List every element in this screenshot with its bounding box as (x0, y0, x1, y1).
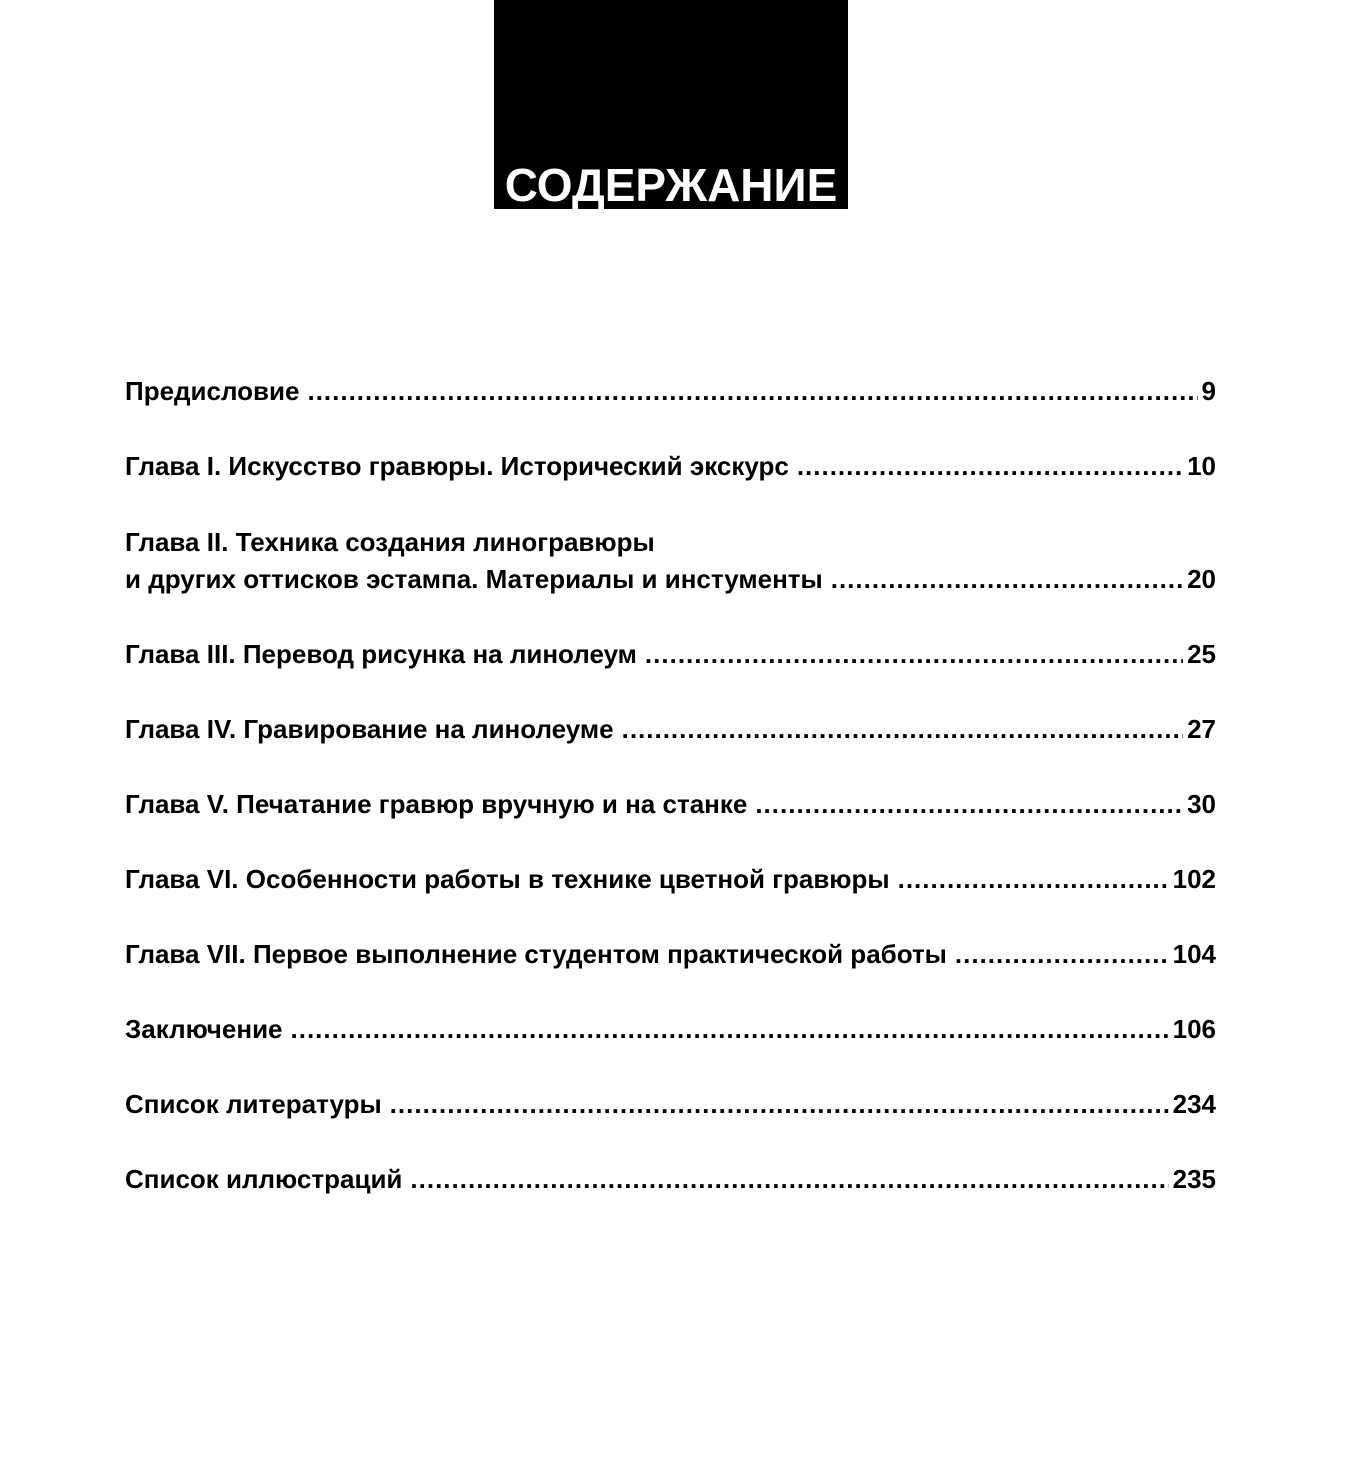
toc-entry-chapter-3[interactable] (125, 636, 1216, 673)
toc-entry-conclusion[interactable] (125, 1011, 1216, 1048)
toc-entry-title: Список литературы (125, 1089, 382, 1119)
toc-dot-leader (390, 1086, 1169, 1123)
toc-page-number: 30 (1187, 789, 1216, 819)
page-title: СОДЕРЖАНИЕ (504, 159, 838, 211)
toc-entry-title: Глава II. Техника создания линогравюры (125, 527, 655, 557)
toc-page-number: 102 (1172, 864, 1216, 894)
toc-entry-chapter-2[interactable] (125, 524, 1216, 598)
toc-entry-title: Глава I. Искусство гравюры. Исторический экскурс (125, 451, 789, 481)
toc-line (125, 1011, 1216, 1048)
toc-dot-leader (410, 1161, 1168, 1198)
toc-entry-title: Глава VI. Особенности работы в технике цветной гравюры (125, 864, 890, 894)
toc-entry-chapter-4[interactable] (125, 711, 1216, 748)
toc-page-number: 20 (1187, 564, 1216, 594)
toc-page-number: 10 (1187, 451, 1216, 481)
toc-entry-title: Список иллюстраций (125, 1164, 403, 1194)
toc-page-number: 235 (1172, 1164, 1216, 1194)
toc-entry-chapter-1[interactable] (125, 448, 1216, 485)
toc-entry-preface[interactable] (125, 373, 1216, 410)
toc-line (125, 786, 1216, 823)
toc-page-number: 104 (1172, 939, 1216, 969)
toc-dot-leader (955, 936, 1169, 973)
toc-entry-chapter-7[interactable] (125, 936, 1216, 973)
toc-dot-leader (622, 711, 1183, 748)
toc-entry-illustrations[interactable] (125, 1161, 1216, 1198)
title-block (494, 0, 848, 209)
toc-entry-title-continuation: и других оттисков эстампа. Материалы и инстументы (125, 564, 823, 594)
toc-line-continuation (125, 561, 1216, 598)
toc-entry-title: Предисловие (125, 376, 300, 406)
toc-page-number: 25 (1187, 639, 1216, 669)
toc-entry-title: Глава IV. Гравирование на линолеуме (125, 714, 614, 744)
toc-line (125, 636, 1216, 673)
toc-page-number: 106 (1172, 1014, 1216, 1044)
toc-line (125, 448, 1216, 485)
toc-page-number: 234 (1172, 1089, 1216, 1119)
toc-line (125, 1086, 1216, 1123)
toc-line-first (125, 524, 1216, 561)
toc-entry-title: Заключение (125, 1014, 283, 1044)
toc-dot-leader (307, 373, 1197, 410)
toc-line (125, 936, 1216, 973)
toc-line (125, 711, 1216, 748)
toc-dot-leader (645, 636, 1183, 673)
toc-page-number: 9 (1201, 376, 1216, 406)
toc-dot-leader (831, 561, 1183, 598)
toc-entry-title: Глава III. Перевод рисунка на линолеум (125, 639, 637, 669)
toc-dot-leader (898, 861, 1169, 898)
toc-dot-leader (755, 786, 1183, 823)
toc-dot-leader (797, 448, 1183, 485)
toc-entry-title: Глава V. Печатание гравюр вручную и на станке (125, 789, 748, 819)
toc-page-number: 27 (1187, 714, 1216, 744)
toc-entry-title: Глава VII. Первое выполнение студентом практической работы (125, 939, 947, 969)
toc-line (125, 373, 1216, 410)
toc-entry-chapter-6[interactable] (125, 861, 1216, 898)
toc-entry-chapter-5[interactable] (125, 786, 1216, 823)
toc-dot-leader (291, 1011, 1169, 1048)
toc-line (125, 861, 1216, 898)
toc-entry-bibliography[interactable] (125, 1086, 1216, 1123)
toc-line (125, 1161, 1216, 1198)
